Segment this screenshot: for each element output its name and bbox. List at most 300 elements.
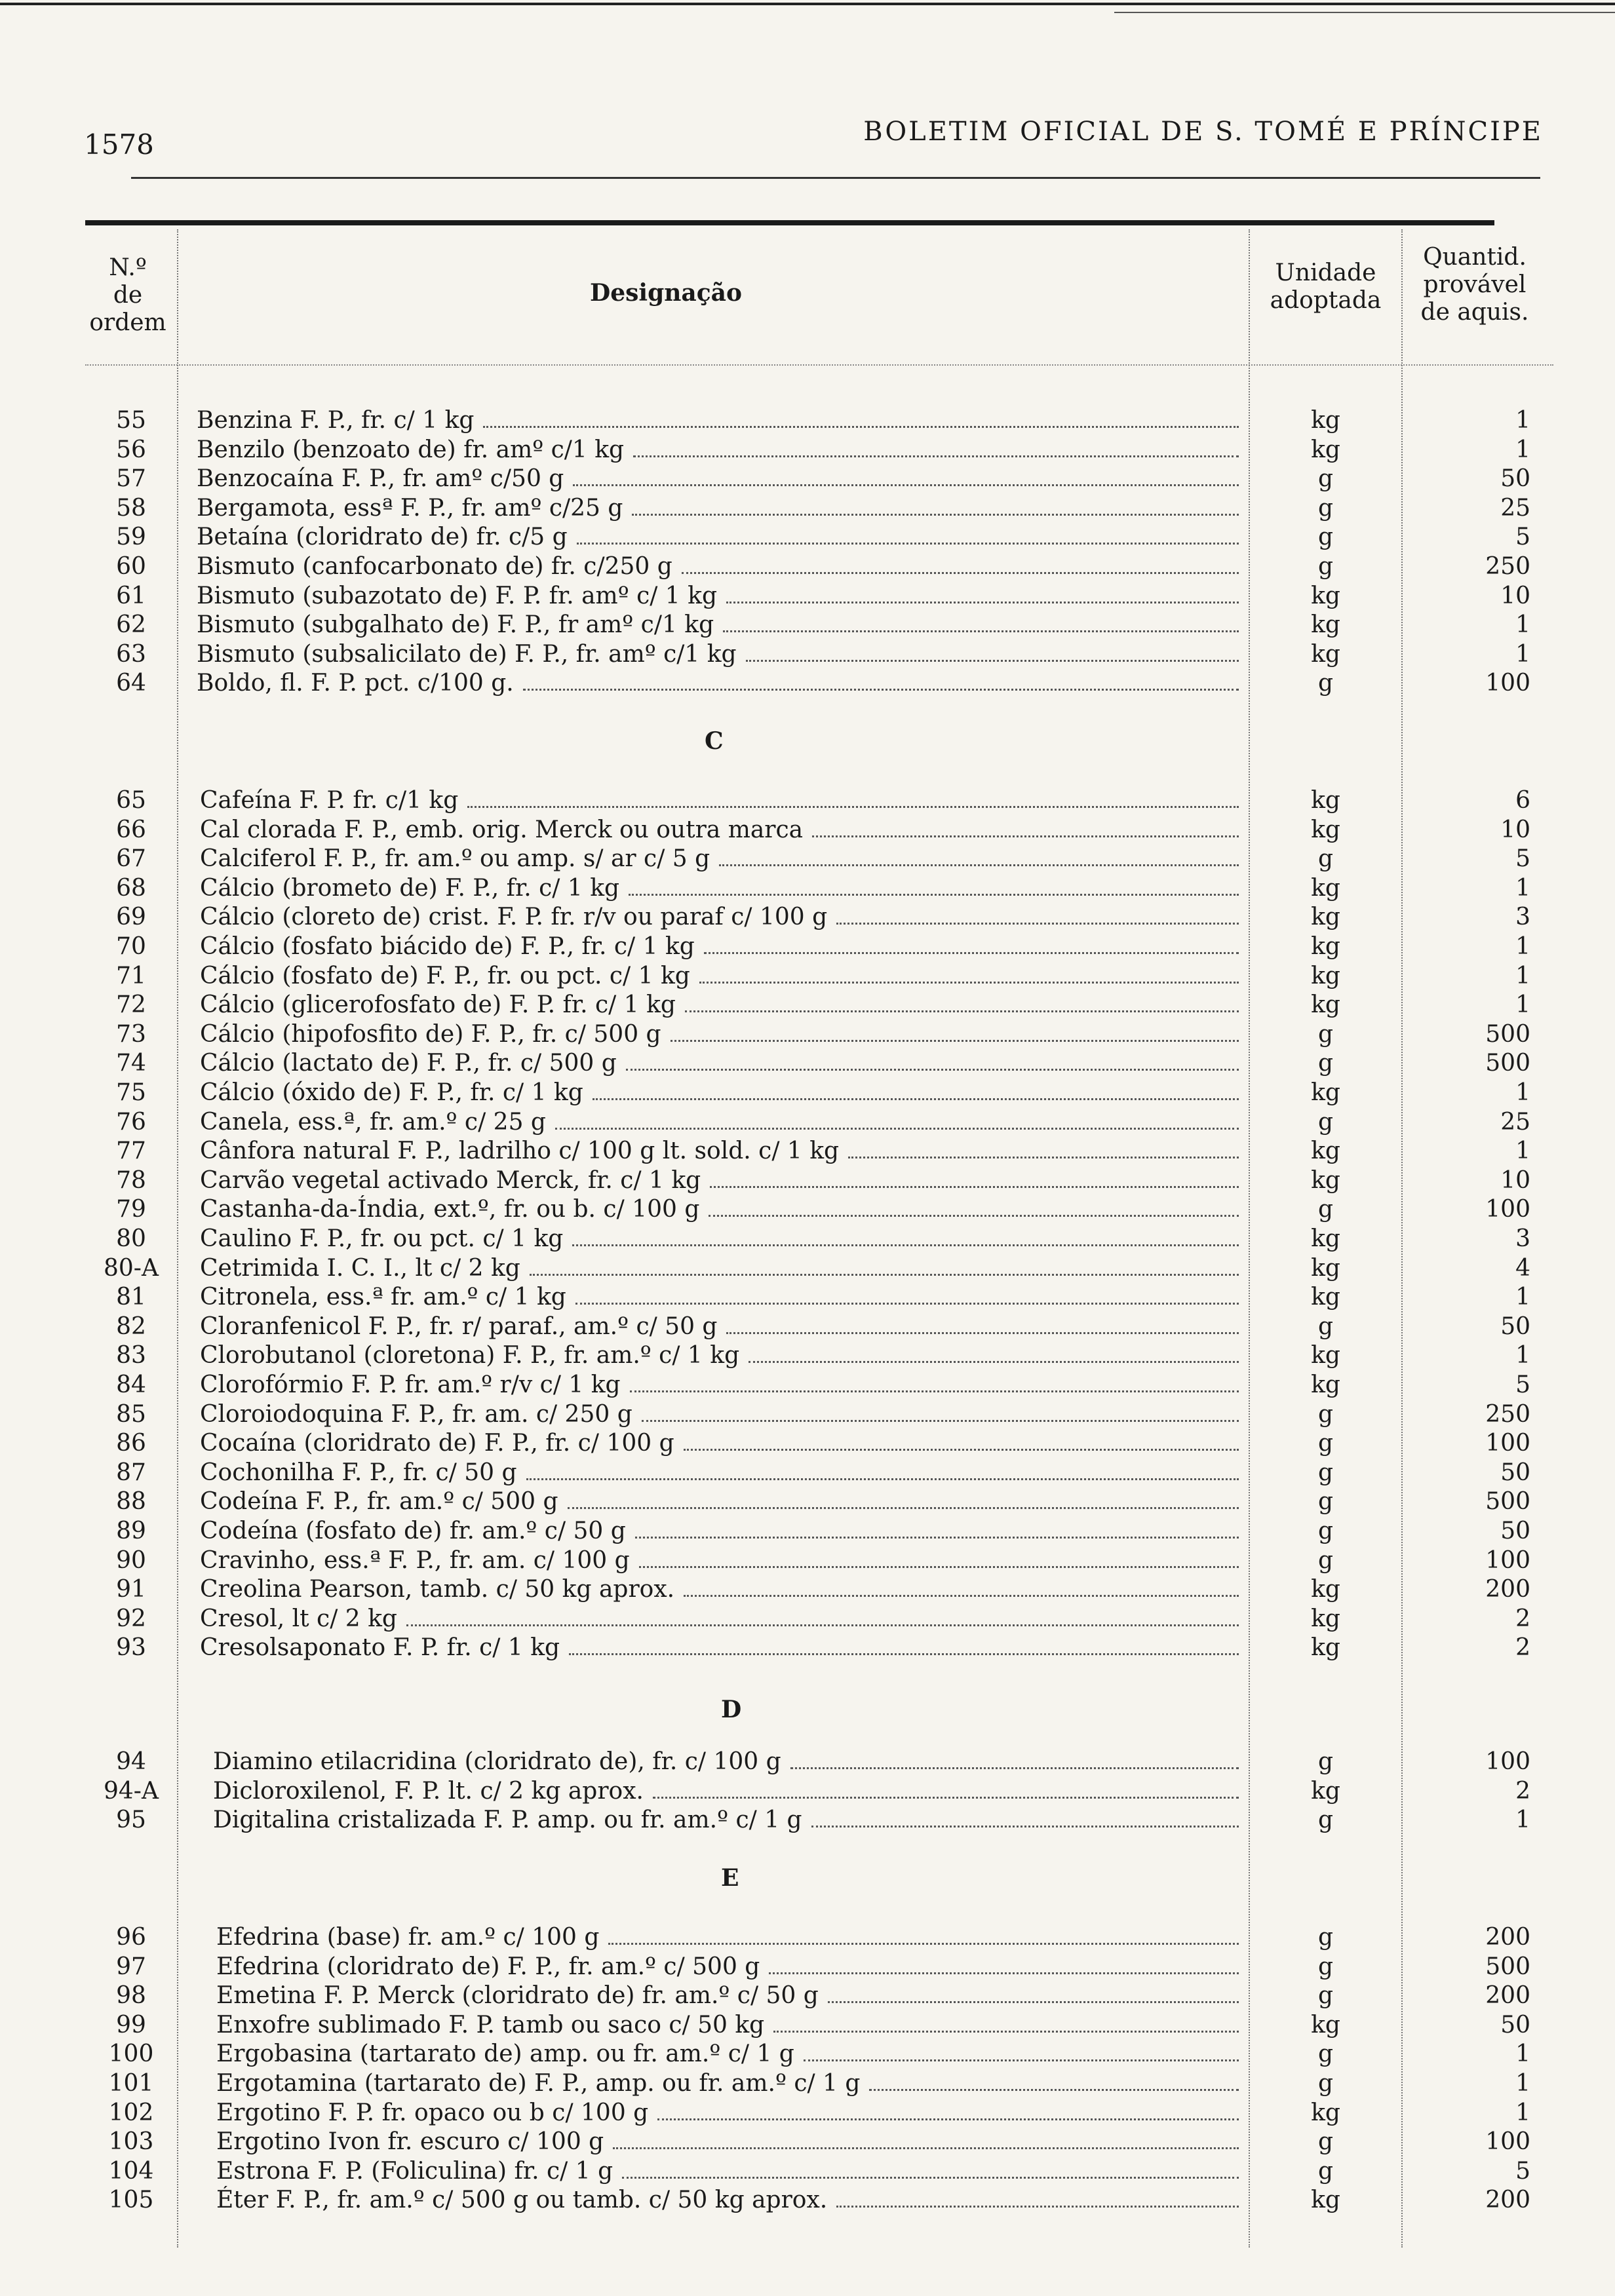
- designation: Castanha-da-Índia, ext.º, fr. ou b. c/ 100 g: [200, 1196, 700, 1223]
- unit: g: [1317, 1953, 1334, 1980]
- unit: g: [1317, 1807, 1334, 1833]
- quantity: 1: [1515, 611, 1530, 638]
- section-letter: E: [721, 1864, 739, 1892]
- dot-leader: [804, 2059, 1239, 2061]
- unit: g: [1317, 2040, 1334, 2067]
- unit: g: [1317, 2128, 1334, 2155]
- quantity: 1: [1515, 875, 1530, 902]
- quantity: 1: [1515, 1079, 1530, 1106]
- quantity: 2: [1515, 1778, 1530, 1805]
- dot-leader: [572, 1244, 1239, 1246]
- order-number: 69: [116, 904, 146, 930]
- unit: g: [1317, 1401, 1334, 1428]
- running-title: BOLETIM OFICIAL DE S. TOMÉ E PRÍNCIPE: [863, 117, 1543, 147]
- unit: g: [1317, 1547, 1334, 1574]
- quantity: 200: [1485, 1982, 1530, 2009]
- order-number: 71: [116, 963, 146, 989]
- column-header-quantity-line: de aquis.: [1420, 299, 1529, 326]
- designation: Cálcio (fosfato de) F. P., fr. ou pct. c/ 1 kg: [200, 963, 690, 989]
- designation: Cálcio (lactato de) F. P., fr. c/ 500 g: [200, 1050, 617, 1077]
- dot-leader: [639, 1566, 1239, 1568]
- order-number: 83: [116, 1342, 146, 1369]
- quantity: 100: [1485, 1547, 1530, 1574]
- order-number: 81: [116, 1284, 146, 1311]
- order-number: 97: [116, 1953, 146, 1980]
- quantity: 1: [1515, 933, 1530, 960]
- quantity: 25: [1500, 495, 1530, 522]
- order-number: 104: [108, 2158, 154, 2185]
- dot-leader: [575, 1303, 1239, 1305]
- dot-leader: [577, 543, 1239, 545]
- designation: Cetrimida I. C. I., lt c/ 2 kg: [200, 1255, 520, 1282]
- order-number: 96: [116, 1924, 146, 1951]
- page-edge-rule: [0, 3, 1615, 5]
- unit: g: [1317, 524, 1334, 550]
- column-header-quantity: [1403, 244, 1547, 326]
- designation: Digitalina cristalizada F. P. amp. ou fr. am.º c/ 1 g: [213, 1807, 802, 1833]
- table-row: [0, 1806, 1615, 1835]
- table-row: [0, 903, 1615, 932]
- table-row: [0, 669, 1615, 698]
- designation: Cresolsaponato F. P. fr. c/ 1 kg: [200, 1634, 560, 1661]
- table-row: [0, 552, 1615, 581]
- dot-leader: [769, 1972, 1239, 1974]
- table-row: [0, 991, 1615, 1020]
- table-row: [0, 1953, 1615, 1981]
- order-number: 100: [108, 2040, 154, 2067]
- table-row: [0, 1079, 1615, 1107]
- dot-leader: [523, 689, 1239, 691]
- order-number: 85: [116, 1401, 146, 1428]
- table-row: [0, 582, 1615, 611]
- quantity: 500: [1485, 1488, 1530, 1515]
- dot-leader: [790, 1767, 1239, 1769]
- order-number: 58: [116, 495, 146, 522]
- quantity: 200: [1485, 1576, 1530, 1603]
- quantity: 100: [1485, 1196, 1530, 1223]
- dot-leader: [626, 1069, 1239, 1071]
- designation: Clorofórmio F. P. fr. am.º r/v c/ 1 kg: [200, 1371, 621, 1398]
- designation: Cálcio (cloreto de) crist. F. P. fr. r/v ou paraf c/ 100 g: [200, 904, 828, 930]
- quantity: 250: [1485, 1401, 1530, 1428]
- unit: kg: [1311, 641, 1340, 668]
- quantity: 50: [1500, 465, 1530, 492]
- designation: Bismuto (subsalicilato de) F. P., fr. amº c/1 kg: [197, 641, 737, 668]
- order-number: 99: [116, 2012, 146, 2038]
- order-number: 80: [116, 1225, 146, 1252]
- quantity: 25: [1500, 1109, 1530, 1136]
- table-row: [0, 2186, 1615, 2215]
- order-number: 92: [116, 1605, 146, 1632]
- order-number: 91: [116, 1576, 146, 1603]
- header-rule: [131, 177, 1540, 179]
- unit: g: [1317, 1430, 1334, 1457]
- table-row: [0, 845, 1615, 873]
- order-number: 57: [116, 465, 146, 492]
- unit: kg: [1311, 963, 1340, 989]
- table-row: [0, 2040, 1615, 2069]
- designation: Benzocaína F. P., fr. amº c/50 g: [197, 465, 564, 492]
- unit: kg: [1311, 2012, 1340, 2038]
- column-header-number-line: de: [113, 282, 143, 309]
- designation: Ergobasina (tartarato de) amp. ou fr. am.º c/ 1 g: [216, 2040, 794, 2067]
- designation: Citronela, ess.ª fr. am.º c/ 1 kg: [200, 1284, 566, 1311]
- quantity: 1: [1515, 1807, 1530, 1833]
- order-number: 76: [116, 1109, 146, 1136]
- quantity: 10: [1500, 583, 1530, 609]
- order-number: 73: [116, 1021, 146, 1048]
- column-header-unit-line: Unidade: [1275, 259, 1376, 286]
- designation: Estrona F. P. (Foliculina) fr. c/ 1 g: [216, 2158, 613, 2185]
- table-row: [0, 1137, 1615, 1166]
- designation: Benzilo (benzoato de) fr. amº c/1 kg: [197, 436, 625, 463]
- dot-leader: [749, 1361, 1239, 1363]
- unit: kg: [1311, 1342, 1340, 1369]
- quantity: 100: [1485, 2128, 1530, 2155]
- table-row: [0, 1283, 1615, 1312]
- table-row: [0, 1981, 1615, 2010]
- order-number: 98: [116, 1982, 146, 2009]
- unit: g: [1317, 1050, 1334, 1077]
- quantity: 10: [1500, 1167, 1530, 1194]
- unit: kg: [1311, 1225, 1340, 1252]
- unit: g: [1317, 465, 1334, 492]
- dot-leader: [483, 426, 1239, 428]
- table-top-rule: [85, 220, 1494, 225]
- table-row: [0, 932, 1615, 961]
- quantity: 200: [1485, 2187, 1530, 2213]
- designation: Efedrina (base) fr. am.º c/ 100 g: [216, 1924, 600, 1951]
- order-number: 67: [116, 845, 146, 872]
- dot-leader: [746, 660, 1239, 662]
- unit: g: [1317, 553, 1334, 580]
- order-number: 72: [116, 991, 146, 1018]
- table-row: [0, 436, 1615, 465]
- designation: Canela, ess.ª, fr. am.º c/ 25 g: [200, 1109, 546, 1136]
- order-number: 105: [108, 2187, 154, 2213]
- designation: Cocaína (cloridrato de) F. P., fr. c/ 100 g: [200, 1430, 674, 1457]
- order-number: 64: [116, 670, 146, 697]
- table-row: [0, 1312, 1615, 1341]
- order-number: 93: [116, 1634, 146, 1661]
- quantity: 5: [1515, 845, 1530, 872]
- unit: kg: [1311, 1255, 1340, 1282]
- quantity: 1: [1515, 2070, 1530, 2097]
- order-number: 75: [116, 1079, 146, 1106]
- unit: kg: [1311, 991, 1340, 1018]
- quantity: 100: [1485, 1748, 1530, 1775]
- unit: kg: [1311, 1778, 1340, 1805]
- designation: Cálcio (hipofosfito de) F. P., fr. c/ 500 g: [200, 1021, 661, 1048]
- designation: Codeína F. P., fr. am.º c/ 500 g: [200, 1488, 558, 1515]
- designation: Betaína (cloridrato de) fr. c/5 g: [197, 524, 568, 550]
- table-row: [0, 1517, 1615, 1546]
- designation: Diamino etilacridina (cloridrato de), fr. c/ 100 g: [213, 1748, 781, 1775]
- unit: kg: [1311, 1284, 1340, 1311]
- dot-leader: [685, 1010, 1239, 1012]
- table-row: [0, 1195, 1615, 1224]
- quantity: 1: [1515, 641, 1530, 668]
- table-row: [0, 1254, 1615, 1283]
- quantity: 50: [1500, 1313, 1530, 1340]
- dot-leader: [699, 982, 1239, 984]
- designation: Dicloroxilenol, F. P. lt. c/ 2 kg aprox.: [213, 1778, 644, 1805]
- order-number: 70: [116, 933, 146, 960]
- dot-leader: [633, 455, 1239, 457]
- dot-leader: [812, 835, 1239, 837]
- designation: Boldo, fl. F. P. pct. c/100 g.: [197, 670, 514, 697]
- table-row: [0, 1225, 1615, 1253]
- quantity: 50: [1500, 1518, 1530, 1544]
- table-row: [0, 465, 1615, 493]
- quantity: 50: [1500, 2012, 1530, 2038]
- designation: Caulino F. P., fr. ou pct. c/ 1 kg: [200, 1225, 564, 1252]
- designation: Éter F. P., fr. am.º c/ 500 g ou tamb. c/ 50 kg aprox.: [216, 2187, 828, 2213]
- unit: kg: [1311, 436, 1340, 463]
- table-row: [0, 1923, 1615, 1952]
- table-row: [0, 2011, 1615, 2040]
- quantity: 500: [1485, 1021, 1530, 1048]
- quantity: 200: [1485, 1924, 1530, 1951]
- table-row: [0, 2128, 1615, 2156]
- order-number: 101: [108, 2070, 154, 2097]
- designation: Calciferol F. P., fr. am.º ou amp. s/ ar c/ 5 g: [200, 845, 710, 872]
- quantity: 5: [1515, 1371, 1530, 1398]
- order-number: 102: [108, 2099, 154, 2126]
- table-row: [0, 640, 1615, 669]
- table-row: [0, 1049, 1615, 1078]
- designation: Carvão vegetal activado Merck, fr. c/ 1 kg: [200, 1167, 701, 1194]
- unit: kg: [1311, 875, 1340, 902]
- unit: g: [1317, 1196, 1334, 1223]
- table-row: [0, 1341, 1615, 1370]
- quantity: 4: [1515, 1255, 1530, 1282]
- unit: g: [1317, 1109, 1334, 1136]
- table-row: [0, 523, 1615, 552]
- table-row: [0, 816, 1615, 845]
- table-row: [0, 1400, 1615, 1429]
- designation: Efedrina (cloridrato de) F. P., fr. am.º c/ 500 g: [216, 1953, 760, 1980]
- order-number: 63: [116, 641, 146, 668]
- dot-leader: [848, 1157, 1239, 1158]
- unit: g: [1317, 845, 1334, 872]
- unit: g: [1317, 495, 1334, 522]
- dot-leader: [555, 1128, 1239, 1130]
- designation: Ergotino F. P. fr. opaco ou b c/ 100 g: [216, 2099, 649, 2126]
- column-header-unit-line: adoptada: [1270, 287, 1382, 314]
- unit: g: [1317, 1313, 1334, 1340]
- table-row: [0, 1487, 1615, 1516]
- designation: Bergamota, essª F. P., fr. amº c/25 g: [197, 495, 623, 522]
- dot-leader: [869, 2089, 1239, 2091]
- section-letter: D: [721, 1696, 742, 1723]
- dot-leader: [684, 1449, 1239, 1451]
- dot-leader: [630, 1390, 1239, 1392]
- unit: kg: [1311, 1167, 1340, 1194]
- table-row: [0, 1777, 1615, 1806]
- designation: Cafeína F. P. fr. c/1 kg: [200, 787, 459, 814]
- order-number: 103: [108, 2128, 154, 2155]
- order-number: 78: [116, 1167, 146, 1194]
- dot-leader: [726, 602, 1239, 603]
- dot-leader: [406, 1624, 1239, 1626]
- table-row: [0, 611, 1615, 640]
- table-row: [0, 1605, 1615, 1634]
- unit: g: [1317, 1021, 1334, 1048]
- designation: Cálcio (glicerofosfato de) F. P. fr. c/ 1 kg: [200, 991, 676, 1018]
- designation: Cresol, lt c/ 2 kg: [200, 1605, 397, 1632]
- dot-leader: [632, 514, 1239, 516]
- unit: g: [1317, 1488, 1334, 1515]
- dot-leader: [726, 1332, 1239, 1334]
- designation: Creolina Pearson, tamb. c/ 50 kg aprox.: [200, 1576, 675, 1603]
- dot-leader: [704, 952, 1239, 954]
- designation: Ergotino Ivon fr. escuro c/ 100 g: [216, 2128, 604, 2155]
- designation: Cálcio (óxido de) F. P., fr. c/ 1 kg: [200, 1079, 583, 1106]
- order-number: 59: [116, 524, 146, 550]
- unit: g: [1317, 2158, 1334, 2185]
- designation: Enxofre sublimado F. P. tamb ou saco c/ 50 kg: [216, 2012, 765, 2038]
- designation: Bismuto (subazotato de) F. P. fr. amº c/ 1 kg: [197, 583, 718, 609]
- order-number: 82: [116, 1313, 146, 1340]
- section-letter: C: [705, 727, 724, 755]
- quantity: 3: [1515, 904, 1530, 930]
- unit: kg: [1311, 1138, 1340, 1164]
- table-row: [0, 2069, 1615, 2098]
- header-bottom-rule: [85, 364, 1553, 366]
- unit: g: [1317, 2070, 1334, 2097]
- quantity: 1: [1515, 991, 1530, 1018]
- dot-leader: [710, 1186, 1239, 1188]
- unit: kg: [1311, 611, 1340, 638]
- quantity: 1: [1515, 1284, 1530, 1311]
- dot-leader: [642, 1420, 1239, 1422]
- table-row: [0, 1748, 1615, 1776]
- designation: Cânfora natural F. P., ladrilho c/ 100 g lt. sold. c/ 1 kg: [200, 1138, 840, 1164]
- designation: Bismuto (subgalhato de) F. P., fr amº c/1 kg: [197, 611, 714, 638]
- dot-leader: [635, 1537, 1239, 1539]
- order-number: 65: [116, 787, 146, 814]
- page-number: 1578: [84, 128, 154, 161]
- quantity: 3: [1515, 1225, 1530, 1252]
- order-number: 89: [116, 1518, 146, 1544]
- unit: g: [1317, 1982, 1334, 2009]
- dot-leader: [569, 1653, 1239, 1655]
- column-header-number-line: N.º: [109, 254, 147, 281]
- page-edge-rule-2: [1114, 12, 1615, 13]
- table-row: [0, 1575, 1615, 1604]
- order-number: 77: [116, 1138, 146, 1164]
- dot-leader: [568, 1507, 1239, 1509]
- order-number: 86: [116, 1430, 146, 1457]
- dot-leader: [526, 1478, 1239, 1480]
- dot-leader: [573, 484, 1239, 486]
- dot-leader: [629, 894, 1239, 896]
- order-number: 94: [116, 1748, 146, 1775]
- dot-leader: [684, 1595, 1239, 1597]
- unit: kg: [1311, 1605, 1340, 1632]
- unit: kg: [1311, 933, 1340, 960]
- unit: g: [1317, 670, 1334, 697]
- quantity: 2: [1515, 1634, 1530, 1661]
- column-header-quantity-line: provável: [1423, 271, 1527, 298]
- table-row: [0, 494, 1615, 523]
- table-row: [0, 786, 1615, 815]
- column-header-unit: [1255, 259, 1396, 315]
- dot-leader: [530, 1274, 1239, 1276]
- quantity: 1: [1515, 2040, 1530, 2067]
- order-number: 61: [116, 583, 146, 609]
- unit: kg: [1311, 2187, 1340, 2213]
- quantity: 5: [1515, 2158, 1530, 2185]
- order-number: 66: [116, 816, 146, 843]
- designation: Cravinho, ess.ª F. P., fr. am. c/ 100 g: [200, 1547, 630, 1574]
- unit: kg: [1311, 1634, 1340, 1661]
- order-number: 95: [116, 1807, 146, 1833]
- unit: kg: [1311, 2099, 1340, 2126]
- dot-leader: [811, 1826, 1239, 1827]
- unit: kg: [1311, 407, 1340, 434]
- table-row: [0, 874, 1615, 903]
- dot-leader: [723, 630, 1239, 632]
- quantity: 250: [1485, 553, 1530, 580]
- unit: kg: [1311, 816, 1340, 843]
- column-header-designation: Designação: [590, 279, 742, 307]
- dot-leader: [828, 2001, 1239, 2003]
- unit: g: [1317, 1518, 1334, 1544]
- quantity: 5: [1515, 524, 1530, 550]
- table-row: [0, 406, 1615, 435]
- quantity: 1: [1515, 1138, 1530, 1164]
- designation: Cal clorada F. P., emb. orig. Merck ou outra marca: [200, 816, 804, 843]
- table-row: [0, 2157, 1615, 2186]
- order-number: 87: [116, 1459, 146, 1486]
- table-row: [0, 1429, 1615, 1458]
- order-number: 88: [116, 1488, 146, 1515]
- order-number: 74: [116, 1050, 146, 1077]
- column-header-quantity-line: Quantid.: [1423, 244, 1527, 271]
- order-number: 68: [116, 875, 146, 902]
- dot-leader: [467, 806, 1239, 808]
- order-number: 62: [116, 611, 146, 638]
- dot-leader: [773, 2031, 1239, 2033]
- quantity: 50: [1500, 1459, 1530, 1486]
- dot-leader: [719, 864, 1239, 866]
- designation: Cálcio (brometo de) F. P., fr. c/ 1 kg: [200, 875, 620, 902]
- quantity: 6: [1515, 787, 1530, 814]
- unit: g: [1317, 1459, 1334, 1486]
- dot-leader: [709, 1215, 1239, 1217]
- designation: Cloroiodoquina F. P., fr. am. c/ 250 g: [200, 1401, 632, 1428]
- designation: Clorobutanol (cloretona) F. P., fr. am.º c/ 1 kg: [200, 1342, 740, 1369]
- designation: Cochonilha F. P., fr. c/ 50 g: [200, 1459, 517, 1486]
- quantity: 1: [1515, 1342, 1530, 1369]
- dot-leader: [608, 1943, 1239, 1945]
- unit: kg: [1311, 1576, 1340, 1603]
- designation: Emetina F. P. Merck (cloridrato de) fr. am.º c/ 50 g: [216, 1982, 819, 2009]
- order-number: 56: [116, 436, 146, 463]
- table-row: [0, 2099, 1615, 2128]
- quantity: 100: [1485, 670, 1530, 697]
- quantity: 2: [1515, 1605, 1530, 1632]
- quantity: 1: [1515, 2099, 1530, 2126]
- column-header-number-line: ordem: [89, 309, 166, 336]
- table-row: [0, 1634, 1615, 1662]
- designation: Ergotamina (tartarato de) F. P., amp. ou fr. am.º c/ 1 g: [216, 2070, 861, 2097]
- quantity: 1: [1515, 407, 1530, 434]
- designation: Codeína (fosfato de) fr. am.º c/ 50 g: [200, 1518, 626, 1544]
- table-row: [0, 1108, 1615, 1137]
